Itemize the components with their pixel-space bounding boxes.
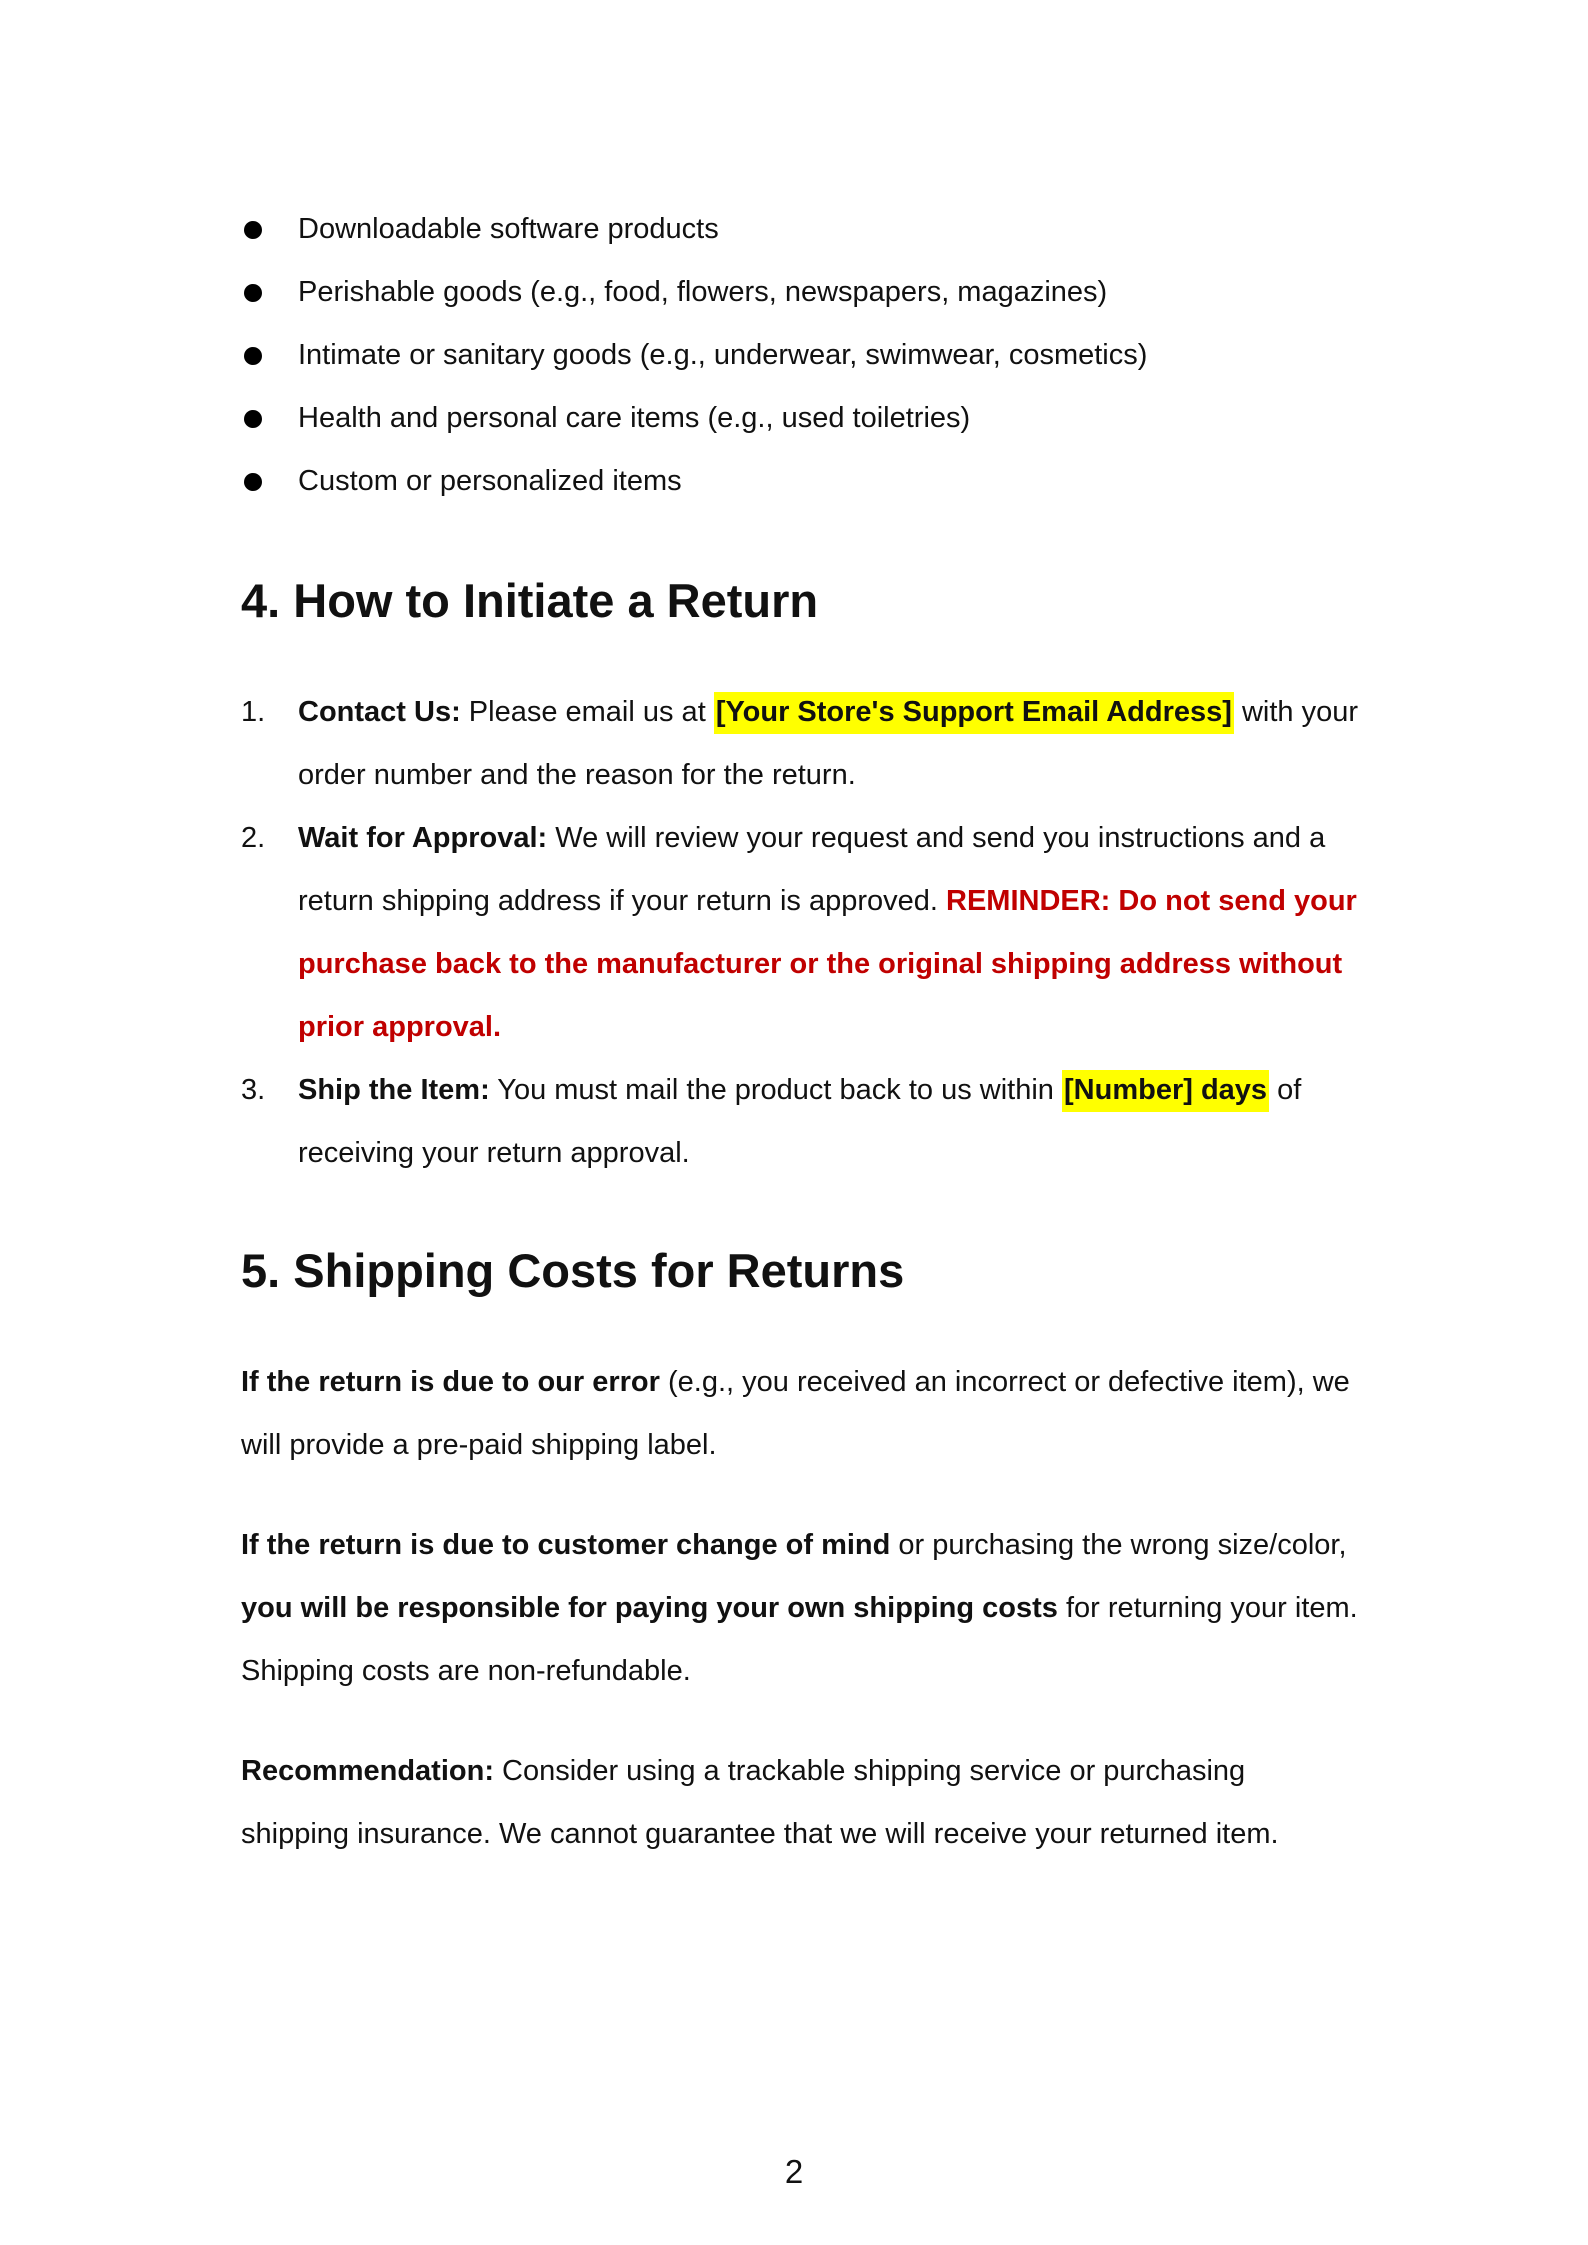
paragraph-bold: If the return is due to our error — [241, 1366, 660, 1398]
list-item-text: Health and personal care items (e.g., used toiletries) — [298, 402, 971, 434]
step-label: Contact Us: — [298, 696, 461, 728]
paragraph-bold: you will be responsible for paying your own shipping costs — [241, 1592, 1058, 1624]
paragraph-text: or purchasing the wrong size/color, — [890, 1529, 1347, 1561]
step-ship-the-item — [241, 1059, 1361, 1185]
paragraph-bold: If the return is due to customer change of mind — [241, 1529, 891, 1561]
bullet-icon — [244, 473, 262, 491]
list-item — [241, 198, 1361, 261]
paragraph-change-of-mind — [241, 1514, 1361, 1703]
step-contact-us — [241, 681, 1361, 807]
days-placeholder: [Number] days — [1062, 1070, 1269, 1112]
paragraph-recommendation — [241, 1740, 1361, 1866]
page-number: 2 — [784, 2153, 804, 2190]
page-content — [241, 198, 1361, 1866]
step-number: 3. — [241, 1074, 266, 1106]
bullet-icon — [244, 347, 262, 365]
paragraph-our-error — [241, 1351, 1361, 1477]
reminder-warning: REMINDER: Do not send your purchase back to the manufacturer or the original shipping address without prior approval. — [298, 885, 1357, 1043]
bullet-icon — [244, 410, 262, 428]
section-5-heading: 5. Shipping Costs for Returns — [241, 1244, 905, 1297]
step-text: You must mail the product back to us within — [489, 1074, 1062, 1106]
list-item — [241, 324, 1361, 387]
list-item — [241, 450, 1361, 513]
list-item-text: Downloadable software products — [298, 213, 719, 245]
step-number: 1. — [241, 696, 266, 728]
list-item — [241, 261, 1361, 324]
paragraph-bold: Recommendation: — [241, 1755, 494, 1787]
section-4-heading: 4. How to Initiate a Return — [241, 574, 819, 627]
paragraph-text: for returning your item. Shipping costs are non-refundable. — [241, 1592, 1358, 1687]
step-wait-for-approval — [241, 807, 1361, 1059]
step-number: 2. — [241, 822, 266, 854]
step-text: Please email us at — [460, 696, 714, 728]
step-text: with your order number and the reason for the return. — [298, 696, 1359, 791]
step-text: of receiving your return approval. — [298, 1074, 1302, 1169]
list-item — [241, 387, 1361, 450]
email-placeholder: [Your Store's Support Email Address] — [714, 692, 1234, 734]
return-steps-list — [241, 681, 1361, 1185]
paragraph-text: Consider using a trackable shipping service or purchasing shipping insurance. We cannot guarantee that we will receive your returned item. — [241, 1755, 1279, 1850]
list-item-text: Custom or personalized items — [298, 465, 682, 497]
excluded-items-list — [241, 198, 1361, 513]
step-label: Ship the Item: — [298, 1074, 490, 1106]
list-item-text: Perishable goods (e.g., food, flowers, newspapers, magazines) — [298, 276, 1108, 308]
step-text: We will review your request and send you instructions and a return shipping address if your return is approved. — [298, 822, 1326, 917]
paragraph-text: (e.g., you received an incorrect or defective item), we will provide a pre-paid shipping label. — [241, 1366, 1350, 1461]
step-label: Wait for Approval: — [298, 822, 548, 854]
bullet-icon — [244, 284, 262, 302]
bullet-icon — [244, 221, 262, 239]
list-item-text: Intimate or sanitary goods (e.g., underwear, swimwear, cosmetics) — [298, 339, 1148, 371]
